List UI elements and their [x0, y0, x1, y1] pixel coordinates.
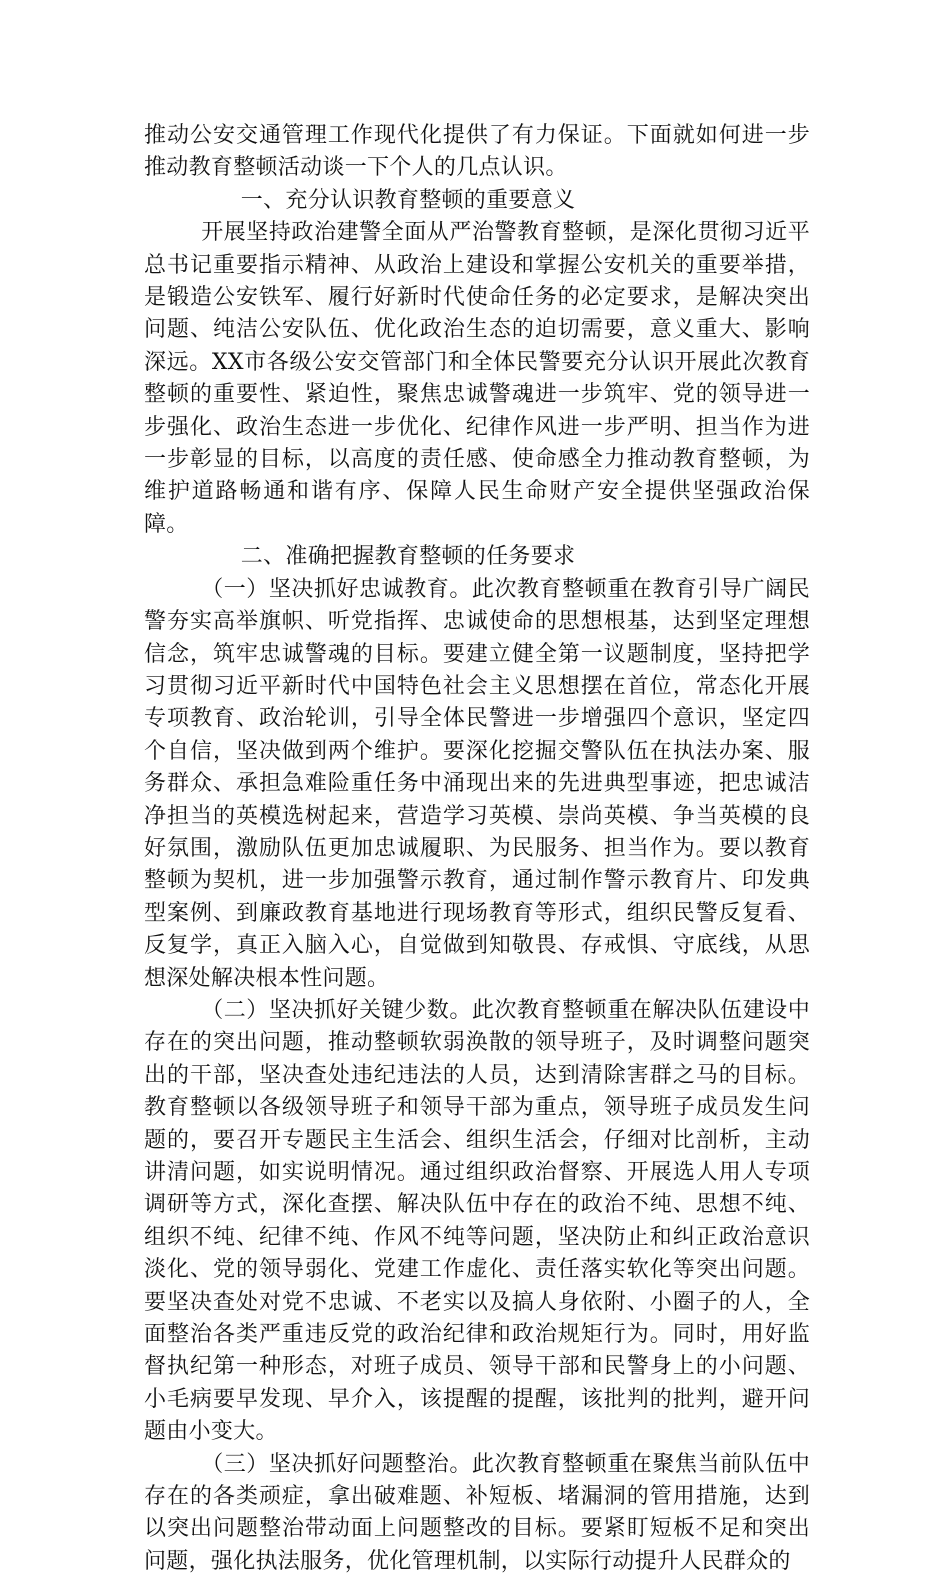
document-body: [144, 120, 810, 1578]
paragraph-problem-rectification: （三）坚决抓好问题整治。此次教育整顿重在聚焦当前队伍中存在的各类顽症，拿出破难题、补短板、堵漏洞的管用措施，达到以突出问题整治带动面上问题整改的目标。要紧盯短板不足和突出问题，强化执法服务，优化管理机制，以实际行动提升人民群众的: [144, 1451, 810, 1574]
paragraph-key-minority: （二）坚决抓好关键少数。此次教育整顿重在解决队伍建设中存在的突出问题，推动整顿软弱涣散的领导班子，及时调整问题突出的干部，坚决查处违纪违法的人员，达到清除害群之马的目标。教育整顿以各级领导班子和领导干部为重点，领导班子成员发生问题的，要召开专题民主生活会、组织生活会，仔细对比剖析，主动讲清问题，如实说明情况。通过组织政治督察、开展选人用人专项调研等方式，深化查摆、解决队伍中存在的政治不纯、思想不纯、组织不纯、纪律不纯、作风不纯等问题，坚决防止和纠正政治意识淡化、党的领导弱化、党建工作虚化、责任落实软化等突出问题。要坚决查处对党不忠诚、不老实以及搞人身依附、小圈子的人，全面整治各类严重违反党的政治纪律和政治规矩行为。同时，用好监督执纪第一种形态，对班子成员、领导干部和民警身上的小问题、小毛病要早发现、早介入，该提醒的提醒，该批判的批判，避开问题由小变大。: [144, 997, 810, 1445]
paragraph-loyalty-education: （一）坚决抓好忠诚教育。此次教育整顿重在教育引导广阔民警夯实高举旗帜、听党指挥、忠诚使命的思想根基，达到坚定理想信念，筑牢忠诚警魂的目标。要建立健全第一议题制度，坚持把学习贯彻习近平新时代中国特色社会主义思想摆在首位，常态化开展专项教育、政治轮训，引导全体民警进一步增强四个意识，坚定四个自信，坚决做到两个维护。要深化挖掘交警队伍在执法办案、服务群众、承担急难险重任务中涌现出来的先进典型事迹，把忠诚洁净担当的英模选树起来，营造学习英模、崇尚英模、争当英模的良好氛围，激励队伍更加忠诚履职、为民服务、担当作为。要以教育整顿为契机，进一步加强警示教育，通过制作警示教育片、印发典型案例、到廉政教育基地进行现场教育等形式，组织民警反复看、反复学，真正入脑入心，自觉做到知敬畏、存戒惧、守底线，从思想深处解决根本性问题。: [144, 576, 810, 991]
section-heading-1: 一、充分认识教育整顿的重要意义: [240, 187, 576, 213]
section-heading-2: 二、准确把握教育整顿的任务要求: [240, 544, 576, 570]
paragraph-significance: 开展坚持政治建警全面从严治警教育整顿，是深化贯彻习近平总书记重要指示精神、从政治上建设和掌握公安机关的重要举措，是锻造公安铁军、履行好新时代使命任务的必定要求，是解决突出问题、纯洁公安队伍、优化政治生态的迫切需要，意义重大、影响深远。XX市各级公安交管部门和全体民警要充分认识开展此次教育整顿的重要性、紧迫性，聚焦忠诚警魂进一步筑牢、党的领导进一步强化、政治生态进一步优化、纪律作风进一步严明、担当作为进一步彰显的目标，以高度的责任感、使命感全力推动教育整顿，为维护道路畅通和谐有序、保障人民生命财产安全提供坚强政治保障。: [144, 220, 810, 537]
paragraph-intro-continuation: 推动公安交通管理工作现代化提供了有力保证。下面就如何进一步推动教育整顿活动谈一下个人的几点认识。: [144, 123, 810, 181]
